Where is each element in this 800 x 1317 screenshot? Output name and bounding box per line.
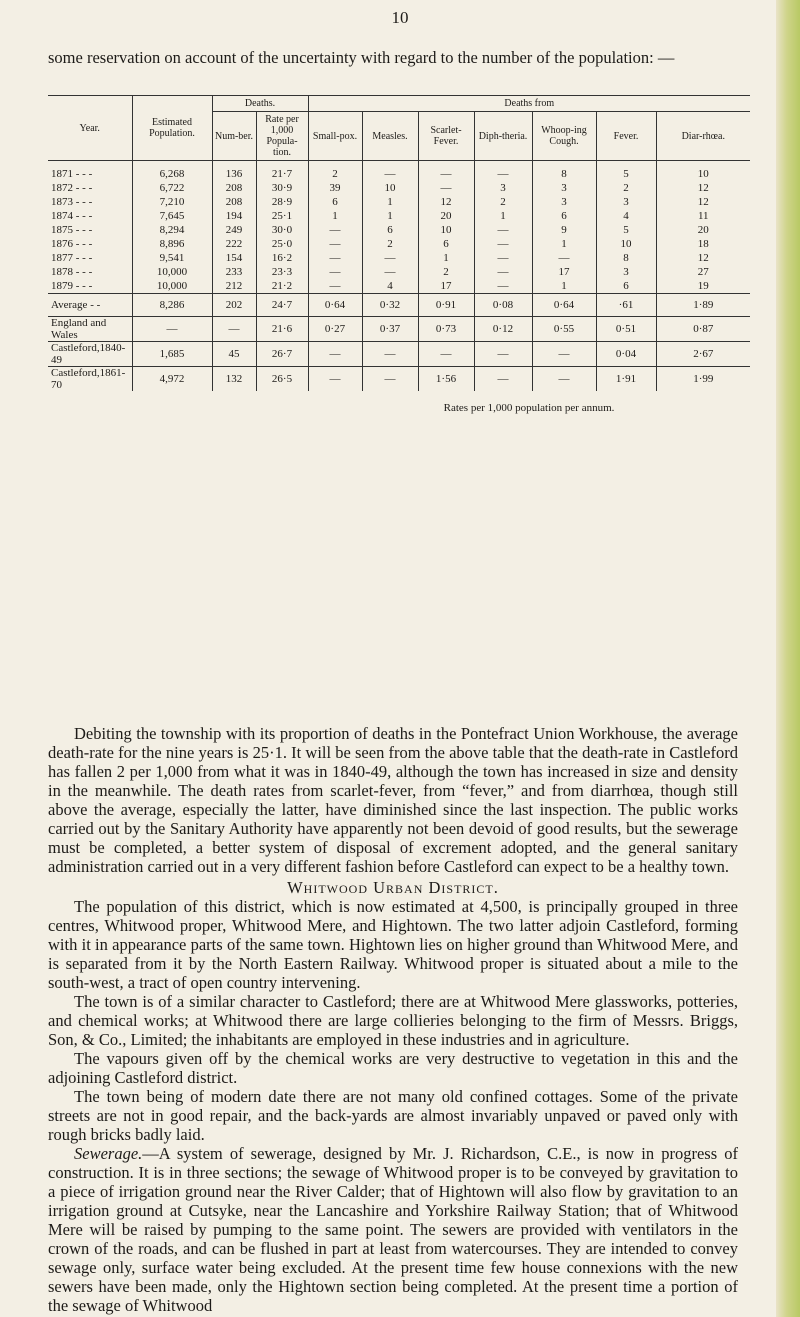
cell-num: 154 xyxy=(212,251,256,265)
cell-num: 249 xyxy=(212,223,256,237)
cell-pop: 4,972 xyxy=(132,367,212,392)
cell-fever: 8 xyxy=(596,251,656,265)
sewerage-text: —A system of sewerage, designed by Mr. J. Richardson, C.E., is now in progress of construction. It is in three sections; the sewage of Whitwood proper is to be conveyed by gravitation to a piece of irrigation ground near the River Calder; that of Hightown will also flow by gravitation to an irrigation ground at Cutsyke, near the Lancashire and Yorkshire Railway Station; that of Whitwood Mere will be raised by pumping to the same point. The sewers are provided with ventilators in the crown of the roads, and can be flushed in part at least from watercourses. They are intended to convey sewage only, surface water being excluded. At the present time few house connexions with the new sewers have been made, only the Hightown section being completed. At the present time a portion of the sewage of Whitwood xyxy=(48,1144,738,1315)
cell-year: 1879 - - - xyxy=(51,280,93,292)
table-row xyxy=(48,181,750,195)
cell-smallpox: 6 xyxy=(308,195,362,209)
cell-scarlet: 0·91 xyxy=(418,294,474,317)
cell-year: 1871 - - - xyxy=(51,168,93,180)
table-row xyxy=(48,223,750,237)
cell-pop: 10,000 xyxy=(132,265,212,279)
cell-fever: 5 xyxy=(596,167,656,181)
table-row xyxy=(48,237,750,251)
table-row xyxy=(48,251,750,265)
col-number: Num-ber. xyxy=(212,112,256,161)
cell-rate: 25·0 xyxy=(256,237,308,251)
cell-pop: 8,896 xyxy=(132,237,212,251)
cell-pop: 8,294 xyxy=(132,223,212,237)
section-heading: Whitwood Urban District. xyxy=(287,878,499,897)
cell-measles: 0·32 xyxy=(362,294,418,317)
col-fever: Fever. xyxy=(596,112,656,161)
page-edge xyxy=(776,0,800,1317)
cell-fever: 6 xyxy=(596,279,656,294)
cell-pop: — xyxy=(132,317,212,342)
cell-rate: 25·1 xyxy=(256,209,308,223)
col-estimated-population: Estimated Population. xyxy=(132,96,212,161)
mortality-table xyxy=(48,95,750,425)
cell-diar: 1·89 xyxy=(656,294,750,317)
cell-fever: 2 xyxy=(596,181,656,195)
cell-scarlet: 2 xyxy=(418,265,474,279)
cell-measles: — xyxy=(362,251,418,265)
col-scarlet-fever: Scarlet-Fever. xyxy=(418,112,474,161)
cell-scarlet: 12 xyxy=(418,195,474,209)
table-row xyxy=(48,209,750,223)
cell-pop: 6,722 xyxy=(132,181,212,195)
table-row xyxy=(48,317,750,342)
cell-scarlet: 0·73 xyxy=(418,317,474,342)
cell-diar: 0·87 xyxy=(656,317,750,342)
col-diphtheria: Diph-theria. xyxy=(474,112,532,161)
cell-pop: 1,685 xyxy=(132,342,212,367)
cell-year: 1875 - - - xyxy=(51,224,93,236)
cell-smallpox: — xyxy=(308,251,362,265)
cell-pop: 7,645 xyxy=(132,209,212,223)
table-row xyxy=(48,167,750,181)
cell-whoop: — xyxy=(532,367,596,392)
col-group-deaths: Deaths. xyxy=(212,96,308,112)
cell-year: 1874 - - - xyxy=(51,210,93,222)
cell-num: 233 xyxy=(212,265,256,279)
cell-rate: 21·6 xyxy=(256,317,308,342)
cell-diph: 3 xyxy=(474,181,532,195)
cell-pop: 10,000 xyxy=(132,279,212,294)
intro-paragraph: some reservation on account of the uncertainty with regard to the number of the population: — xyxy=(48,48,675,67)
cell-smallpox: 2 xyxy=(308,167,362,181)
cell-smallpox: — xyxy=(308,279,362,294)
cell-fever: 0·51 xyxy=(596,317,656,342)
cell-smallpox: — xyxy=(308,237,362,251)
cell-rate: 26·5 xyxy=(256,367,308,392)
cell-num: 208 xyxy=(212,195,256,209)
cell-diph: — xyxy=(474,279,532,294)
cell-measles: — xyxy=(362,342,418,367)
cell-year: 1878 - - - xyxy=(51,266,93,278)
cell-year: 1876 - - - xyxy=(51,238,93,250)
cell-smallpox: 0·27 xyxy=(308,317,362,342)
paragraph-sewerage xyxy=(48,1144,738,1315)
cell-whoop: 0·64 xyxy=(532,294,596,317)
cell-fever: 4 xyxy=(596,209,656,223)
cell-measles: — xyxy=(362,265,418,279)
cell-smallpox: — xyxy=(308,367,362,392)
cell-fever: 5 xyxy=(596,223,656,237)
table-row xyxy=(48,265,750,279)
cell-diar: 10 xyxy=(656,167,750,181)
paragraph-population: The population of this district, which is now estimated at 4,500, is principally grouped in three centres, Whitwood proper, Whitwood Mere, and Hightown. The two latter adjoin Castleford, forming with it in appearance parts of the same town. Hightown lies on higher ground than Whitwood Mere, and is separated from it by the North Eastern Railway. Whitwood proper is situated about a mile to the south-west, a tract of open country intervening. xyxy=(48,897,738,992)
paragraph-industries: The town is of a similar character to Castleford; there are at Whitwood Mere glassworks, potteries, and chemical works; at Whitwood there are large collieries belonging to the firm of Messrs. Briggs, Son, & Co., Limited; the inhabitants are employed in these industries and in agriculture. xyxy=(48,992,738,1049)
col-group-deaths-from: Deaths from xyxy=(308,96,750,112)
col-rate: Rate per 1,000 Popula-tion. xyxy=(256,112,308,161)
cell-pop: 8,286 xyxy=(132,294,212,317)
cell-measles: 1 xyxy=(362,195,418,209)
cell-measles: 4 xyxy=(362,279,418,294)
table-row xyxy=(48,342,750,367)
cell-whoop: 0·55 xyxy=(532,317,596,342)
cell-fever: 3 xyxy=(596,195,656,209)
cell-diph: — xyxy=(474,237,532,251)
cell-scarlet: 1 xyxy=(418,251,474,265)
cell-whoop: 17 xyxy=(532,265,596,279)
cell-rate: 23·3 xyxy=(256,265,308,279)
cell-diph: 1 xyxy=(474,209,532,223)
cell-diar: 27 xyxy=(656,265,750,279)
cell-diph: 0·08 xyxy=(474,294,532,317)
cell-scarlet: 17 xyxy=(418,279,474,294)
cell-rate: 21·2 xyxy=(256,279,308,294)
cell-diar: 2·67 xyxy=(656,342,750,367)
cell-rate: 21·7 xyxy=(256,167,308,181)
cell-year: Castleford,1840-49 xyxy=(48,342,132,367)
cell-whoop: 8 xyxy=(532,167,596,181)
cell-year: 1872 - - - xyxy=(51,182,93,194)
col-year: Year. xyxy=(79,122,100,134)
cell-measles: — xyxy=(362,367,418,392)
cell-whoop: 1 xyxy=(532,237,596,251)
cell-rate: 26·7 xyxy=(256,342,308,367)
cell-num: 136 xyxy=(212,167,256,181)
cell-diar: 1·99 xyxy=(656,367,750,392)
cell-diar: 12 xyxy=(656,195,750,209)
cell-year: Castleford,1861-70 xyxy=(48,367,132,392)
cell-year: 1873 - - - xyxy=(51,196,93,208)
cell-num: 45 xyxy=(212,342,256,367)
cell-measles: 2 xyxy=(362,237,418,251)
cell-smallpox: — xyxy=(308,265,362,279)
cell-fever: 0·04 xyxy=(596,342,656,367)
cell-whoop: 3 xyxy=(532,181,596,195)
cell-whoop: — xyxy=(532,342,596,367)
cell-diph: — xyxy=(474,223,532,237)
cell-rate: 30·9 xyxy=(256,181,308,195)
table-row xyxy=(48,279,750,294)
cell-rate: 28·9 xyxy=(256,195,308,209)
cell-smallpox: — xyxy=(308,223,362,237)
cell-num: 132 xyxy=(212,367,256,392)
sewerage-label: Sewerage. xyxy=(74,1144,143,1163)
col-measles: Measles. xyxy=(362,112,418,161)
cell-scarlet: — xyxy=(418,167,474,181)
page-number: 10 xyxy=(391,8,409,27)
cell-num: 208 xyxy=(212,181,256,195)
cell-measles: — xyxy=(362,167,418,181)
col-smallpox: Small-pox. xyxy=(308,112,362,161)
cell-num: — xyxy=(212,317,256,342)
rates-note: Rates per 1,000 population per annum. xyxy=(443,402,615,414)
cell-diph: — xyxy=(474,367,532,392)
cell-scarlet: 6 xyxy=(418,237,474,251)
table-row xyxy=(48,294,750,317)
cell-scarlet: 1·56 xyxy=(418,367,474,392)
cell-measles: 1 xyxy=(362,209,418,223)
cell-scarlet: — xyxy=(418,181,474,195)
cell-smallpox: 1 xyxy=(308,209,362,223)
cell-measles: 6 xyxy=(362,223,418,237)
table-body xyxy=(48,161,750,392)
cell-smallpox: 0·64 xyxy=(308,294,362,317)
cell-diar: 18 xyxy=(656,237,750,251)
cell-diar: 20 xyxy=(656,223,750,237)
cell-diph: — xyxy=(474,251,532,265)
cell-diar: 19 xyxy=(656,279,750,294)
cell-measles: 10 xyxy=(362,181,418,195)
cell-whoop: 1 xyxy=(532,279,596,294)
cell-pop: 6,268 xyxy=(132,167,212,181)
cell-whoop: 9 xyxy=(532,223,596,237)
cell-diar: 12 xyxy=(656,181,750,195)
cell-year: 1877 - - - xyxy=(51,252,93,264)
cell-rate: 24·7 xyxy=(256,294,308,317)
cell-num: 202 xyxy=(212,294,256,317)
cell-num: 212 xyxy=(212,279,256,294)
cell-year: England and Wales xyxy=(48,317,132,342)
paragraph-death-rate: Debiting the township with its proportion of deaths in the Pontefract Union Workhouse, the average death-rate for the nine years is 25·1. It will be seen from the above table that the death-rate in Castleford has fallen 2 per 1,000 from what it was in 1840-49, although the town has increased in size and density in the meanwhile. The death rates from scarlet-fever, from “fever,” and from diarrhœa, though still above the average, especially the latter, have diminished since the last inspection. The public works carried out by the Sanitary Authority have apparently not been devoid of good results, but the sewerage must be completed, a better system of disposal of excrement adopted, and the general sanitary administration carried out in a very different fashion before Castleford can expect to be a healthy town. xyxy=(48,724,738,876)
cell-whoop: 6 xyxy=(532,209,596,223)
cell-diph: — xyxy=(474,342,532,367)
cell-pop: 9,541 xyxy=(132,251,212,265)
cell-smallpox: 39 xyxy=(308,181,362,195)
table-row xyxy=(48,195,750,209)
cell-smallpox: — xyxy=(308,342,362,367)
cell-year: Average - - xyxy=(48,294,132,317)
cell-fever: ·61 xyxy=(596,294,656,317)
cell-diph: — xyxy=(474,265,532,279)
cell-whoop: 3 xyxy=(532,195,596,209)
cell-num: 222 xyxy=(212,237,256,251)
cell-rate: 30·0 xyxy=(256,223,308,237)
cell-diph: 0·12 xyxy=(474,317,532,342)
cell-diph: — xyxy=(474,167,532,181)
cell-pop: 7,210 xyxy=(132,195,212,209)
cell-whoop: — xyxy=(532,251,596,265)
paragraph-cottages: The town being of modern date there are not many old confined cottages. Some of the private streets are not in good repair, and the back-yards are almost invariably unpaved or paved only with rough bricks badly laid. xyxy=(48,1087,738,1144)
cell-scarlet: 20 xyxy=(418,209,474,223)
cell-num: 194 xyxy=(212,209,256,223)
col-diarrhoea: Diar-rhœa. xyxy=(656,112,750,161)
paragraph-vapours: The vapours given off by the chemical works are very destructive to vegetation in this and the adjoining Castleford district. xyxy=(48,1049,738,1087)
col-whooping-cough: Whoop-ing Cough. xyxy=(532,112,596,161)
cell-rate: 16·2 xyxy=(256,251,308,265)
intro-text xyxy=(48,48,738,67)
cell-diar: 11 xyxy=(656,209,750,223)
body-text xyxy=(48,724,738,1315)
cell-scarlet: 10 xyxy=(418,223,474,237)
cell-diph: 2 xyxy=(474,195,532,209)
cell-fever: 1·91 xyxy=(596,367,656,392)
cell-fever: 10 xyxy=(596,237,656,251)
cell-diar: 12 xyxy=(656,251,750,265)
cell-fever: 3 xyxy=(596,265,656,279)
cell-scarlet: — xyxy=(418,342,474,367)
table-row xyxy=(48,367,750,392)
cell-measles: 0·37 xyxy=(362,317,418,342)
